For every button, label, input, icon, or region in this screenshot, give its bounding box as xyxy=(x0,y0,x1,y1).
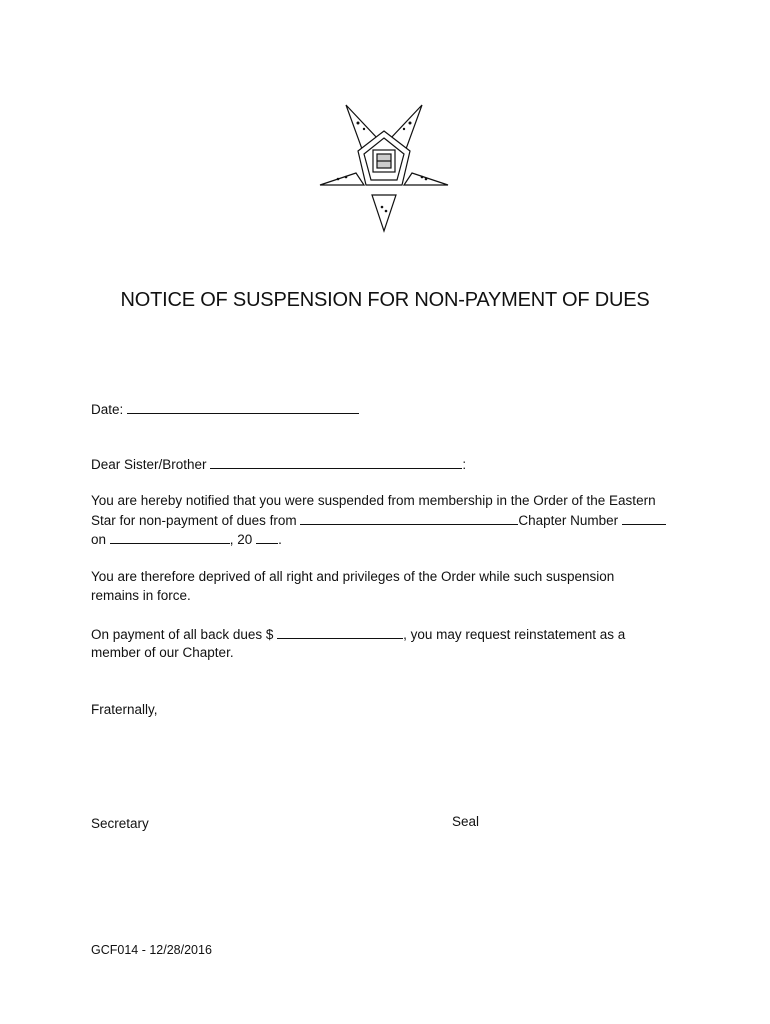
paragraph-1-line-1: You are hereby notified that you were suspended from membership in the Order of the Eastern xyxy=(91,493,656,508)
on-label: on xyxy=(91,532,107,547)
chapter-number-label: Chapter Number xyxy=(518,513,619,528)
member-name-field[interactable] xyxy=(210,454,462,469)
paragraph-3-line-1 xyxy=(91,624,625,644)
date-line xyxy=(91,399,359,419)
paragraph-1-line-3 xyxy=(91,529,282,549)
reinstatement-text: , you may request reinstatement as a xyxy=(403,627,626,642)
period: . xyxy=(278,532,282,547)
eastern-star-emblem-icon xyxy=(318,103,450,233)
year-prefix-label: , 20 xyxy=(229,532,253,547)
date-field[interactable] xyxy=(127,399,359,414)
chapter-name-field[interactable] xyxy=(300,510,518,525)
chapter-number-field[interactable] xyxy=(622,510,666,525)
paragraph-2-line-2: remains in force. xyxy=(91,588,191,603)
salutation-line xyxy=(91,454,466,474)
back-dues-amount-field[interactable] xyxy=(277,624,403,639)
paragraph-3-line-2: member of our Chapter. xyxy=(91,645,234,660)
suspension-date-field[interactable] xyxy=(110,529,230,544)
form-footer: GCF014 - 12/28/2016 xyxy=(91,943,212,957)
secretary-label: Secretary xyxy=(91,816,149,831)
seal-label: Seal xyxy=(452,814,480,829)
document-title: NOTICE OF SUSPENSION FOR NON-PAYMENT OF DUES xyxy=(120,289,650,311)
dues-from-label: Star for non-payment of dues from xyxy=(91,513,297,528)
closing: Fraternally, xyxy=(91,702,158,717)
back-dues-label: On payment of all back dues $ xyxy=(91,627,274,642)
salutation-colon: : xyxy=(462,457,467,472)
paragraph-2-line-1: You are therefore deprived of all right and privileges of the Order while such suspension xyxy=(91,569,615,584)
year-field[interactable] xyxy=(256,529,278,544)
paragraph-1-line-2 xyxy=(91,510,666,530)
date-label: Date: xyxy=(91,402,124,417)
salutation-label: Dear Sister/Brother xyxy=(91,457,207,472)
